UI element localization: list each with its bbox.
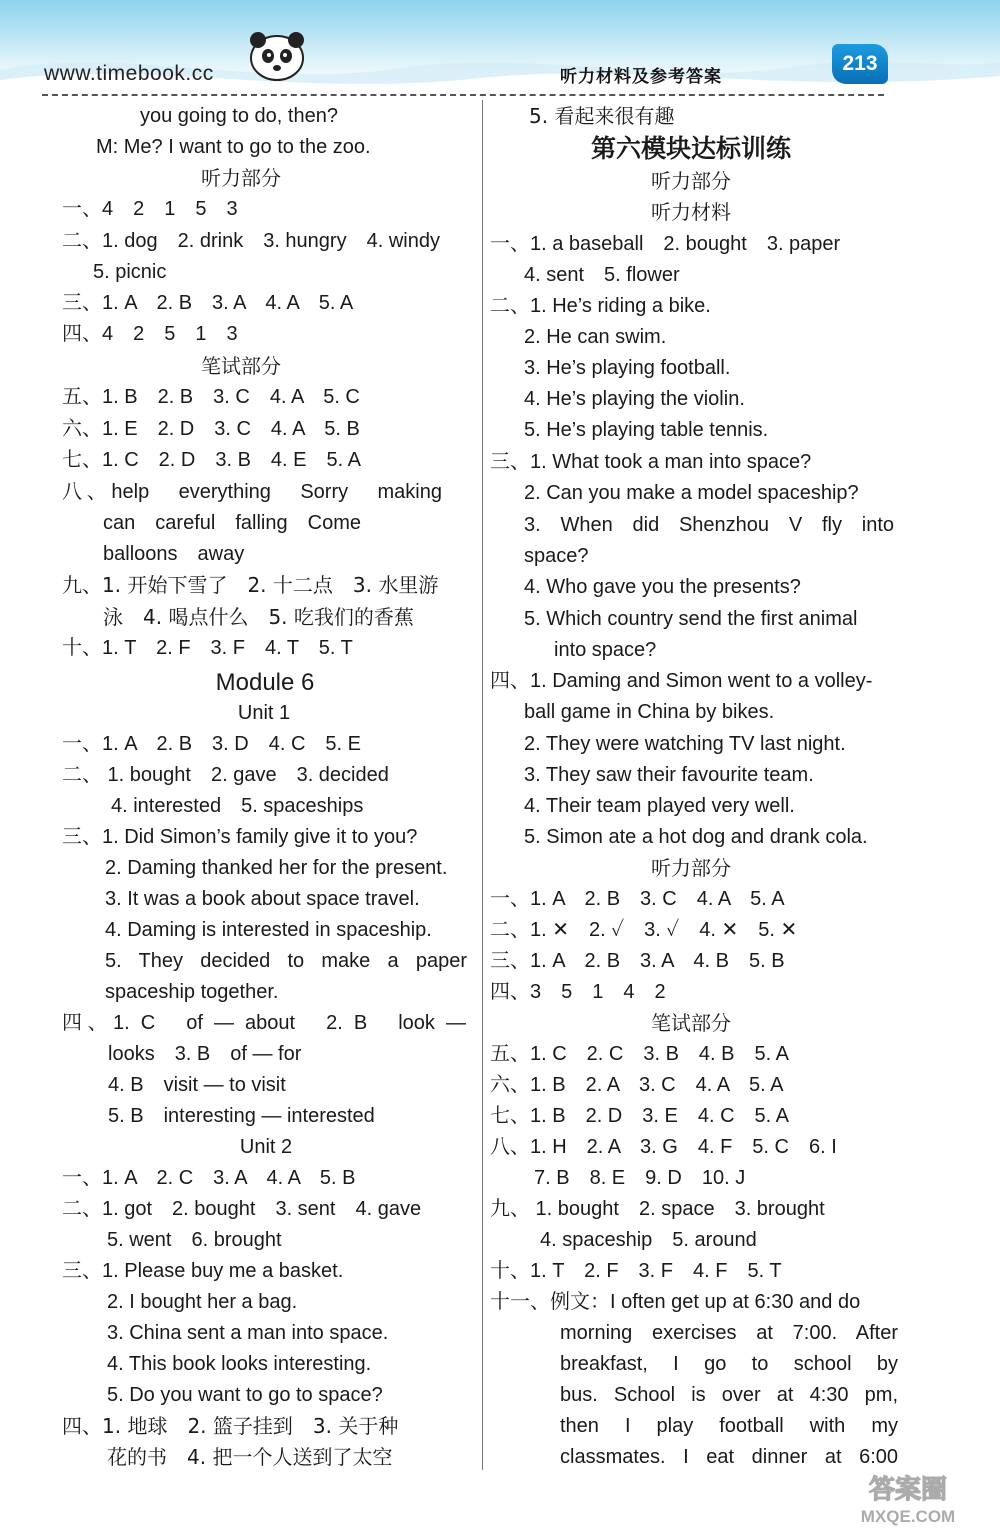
answer-line: 八、1. H 2. A 3. G 4. F 5. C 6. I (490, 1136, 837, 1158)
answer-line: 十、1. T 2. F 3. F 4. F 5. T (490, 1260, 782, 1282)
answer-line: can careful falling Come (103, 512, 361, 534)
answer-line: 十一、例文：I often get up at 6:30 and do (490, 1291, 861, 1313)
answer-line: 5. 看起来很有趣 (529, 104, 675, 128)
answer-line: 4. Daming is interested in spaceship. (105, 919, 432, 941)
answer-line: 一、1. A 2. B 3. D 4. C 5. E (62, 733, 361, 755)
answer-line: 5. Which country send the first animal (524, 608, 858, 630)
answer-line: 5. Do you want to go to space? (107, 1384, 383, 1406)
essay-line: then I play football with my (560, 1415, 898, 1437)
answer-line: 4. He’s playing the violin. (524, 388, 745, 410)
answer-line: 3. China sent a man into space. (107, 1322, 389, 1344)
answer-line: ball game in China by bikes. (524, 701, 775, 723)
section-heading: 笔试部分 (201, 354, 281, 378)
essay-line: morning exercises at 7:00. After (560, 1322, 898, 1344)
watermark-cn-text: 答案圈 (868, 1475, 948, 1505)
module-heading: Module 6 (215, 669, 315, 696)
answer-line: 一、4 2 1 5 3 (62, 198, 238, 220)
text-line: you going to do, then? (140, 105, 338, 127)
answer-line: 2. Can you make a model spaceship? (524, 482, 859, 504)
answer-line: 五、1. C 2. C 3. B 4. B 5. A (490, 1043, 789, 1065)
answer-line: 四、1. C of — about 2. B look — (62, 1012, 466, 1034)
answer-line: 二、1. dog 2. drink 3. hungry 4. windy (62, 230, 440, 252)
header-title: 听力材料及参考答案 (560, 67, 722, 87)
answer-line: 5. B interesting — interested (108, 1105, 375, 1127)
text-line: M: Me? I want to go to the zoo. (96, 136, 371, 158)
answer-line: 4. B visit — to visit (108, 1074, 286, 1096)
answer-line: 5. went 6. brought (107, 1229, 282, 1251)
answer-line: 二、1. He’s riding a bike. (490, 295, 711, 317)
answer-line: 三、1. What took a man into space? (490, 451, 812, 473)
answer-line: 八、help everything Sorry making (62, 481, 442, 503)
answer-line: 九、 1. bought 2. space 3. brought (490, 1198, 825, 1220)
answer-line: 二、1. got 2. bought 3. sent 4. gave (62, 1198, 422, 1220)
answer-line: 九、1. 开始下雪了 2. 十二点 3. 水里游 (62, 573, 439, 597)
answer-line: 2. They were watching TV last night. (524, 733, 846, 755)
answer-line: looks 3. B of — for (108, 1043, 302, 1065)
training-title: 第六模块达标训练 (590, 134, 791, 163)
answer-line: 四、1. 地球 2. 篮子挂到 3. 关于种 (62, 1414, 399, 1438)
answer-line: 十、1. T 2. F 3. F 4. T 5. T (62, 637, 353, 659)
header-divider (42, 94, 884, 96)
answer-line: 3. He’s playing football. (524, 357, 731, 379)
answer-line: 4. interested 5. spaceships (111, 795, 364, 817)
essay-line: bus. School is over at 4:30 pm, (560, 1384, 898, 1406)
watermark-site-text: MXQE.COM (860, 1507, 956, 1526)
answer-line: 4. Their team played very well. (524, 795, 795, 817)
answer-line: 3. It was a book about space travel. (105, 888, 420, 910)
answer-line: 三、1. Did Simon’s family give it to you? (62, 826, 418, 848)
answer-line: 六、1. B 2. A 3. C 4. A 5. A (490, 1074, 784, 1096)
section-heading: 听力部分 (651, 169, 731, 193)
page-number-badge: 213 (832, 44, 888, 84)
answer-line: 二、1. ✕ 2. ✓ 3. ✓ 4. ✕ 5. ✕ (490, 919, 798, 941)
answer-line: 七、1. B 2. D 3. E 4. C 5. A (490, 1105, 789, 1127)
answer-line: 7. B 8. E 9. D 10. J (534, 1167, 746, 1189)
section-heading: 听力部分 (651, 856, 731, 880)
essay-line: classmates. I eat dinner at 6:00 (560, 1446, 898, 1468)
answer-line: 三、1. A 2. B 3. A 4. B 5. B (490, 950, 785, 972)
answer-line: 三、1. A 2. B 3. A 4. A 5. A (62, 292, 354, 314)
answer-line: 3. They saw their favourite team. (524, 764, 814, 786)
answer-line: 2. I bought her a bag. (107, 1291, 298, 1313)
answer-line: 2. He can swim. (524, 326, 667, 348)
answer-line: 5. He’s playing table tennis. (524, 419, 769, 441)
answer-line: 一、1. A 2. B 3. C 4. A 5. A (490, 888, 785, 910)
answer-line: balloons away (103, 543, 245, 565)
answer-line: 四、3 5 1 4 2 (490, 981, 666, 1003)
watermark-logo (818, 1468, 998, 1528)
unit-heading: Unit 1 (237, 702, 291, 724)
essay-line: breakfast, I go to school by (560, 1353, 898, 1375)
answer-line: 泳 4. 喝点什么 5. 吃我们的香蕉 (103, 605, 414, 629)
answer-line: 4. Who gave you the presents? (524, 576, 801, 598)
answer-line: 四、4 2 5 1 3 (62, 323, 238, 345)
answer-line: 二、 1. bought 2. gave 3. decided (62, 764, 389, 786)
answer-line: 4. sent 5. flower (524, 264, 680, 286)
site-url[interactable]: www.timebook.cc (44, 62, 214, 85)
answer-line: 三、1. Please buy me a basket. (62, 1260, 344, 1282)
answer-line: spaceship together. (105, 981, 279, 1003)
answer-line: 4. This book looks interesting. (107, 1353, 372, 1375)
section-heading: 听力材料 (651, 200, 731, 224)
answer-line: 七、1. C 2. D 3. B 4. E 5. A (62, 449, 361, 471)
answer-line: 2. Daming thanked her for the present. (105, 857, 448, 879)
unit-heading: Unit 2 (239, 1136, 293, 1158)
column-divider (482, 100, 483, 1470)
panda-mascot-icon (246, 26, 308, 84)
answer-line: space? (524, 545, 589, 567)
answer-line: 5. Simon ate a hot dog and drank cola. (524, 826, 868, 848)
answer-line: 花的书 4. 把一个人送到了太空 (107, 1445, 393, 1469)
answer-line: 一、1. A 2. C 3. A 4. A 5. B (62, 1167, 356, 1189)
answer-line: 4. spaceship 5. around (540, 1229, 757, 1251)
answer-line: into space? (554, 639, 657, 661)
answer-line: 3. When did Shenzhou V fly into (524, 514, 894, 536)
section-heading: 听力部分 (201, 166, 281, 190)
answer-line: 一、1. a baseball 2. bought 3. paper (490, 233, 841, 255)
answer-line: 五、1. B 2. B 3. C 4. A 5. C (62, 386, 360, 408)
answer-line: 5. picnic (93, 261, 167, 283)
answer-line: 四、1. Daming and Simon went to a volley- (490, 670, 873, 692)
answer-line: 六、1. E 2. D 3. C 4. A 5. B (62, 418, 360, 440)
answer-line: 5. They decided to make a paper (105, 950, 467, 972)
section-heading: 笔试部分 (651, 1011, 731, 1035)
